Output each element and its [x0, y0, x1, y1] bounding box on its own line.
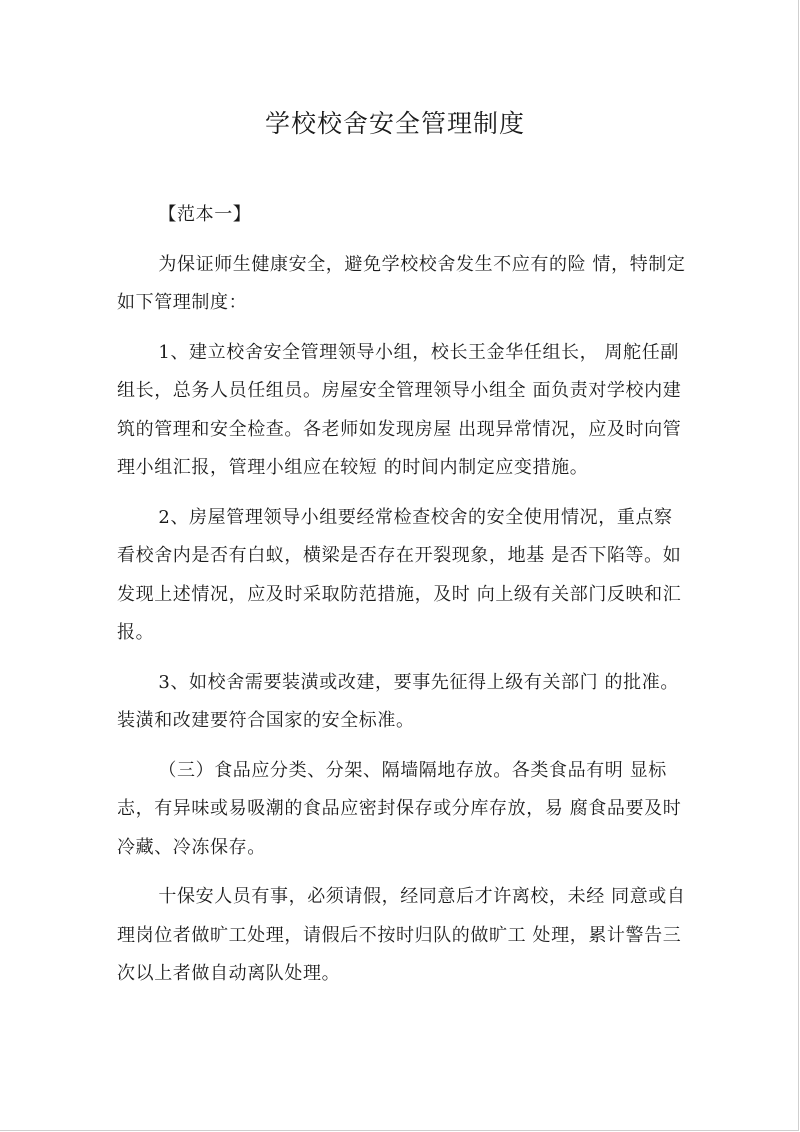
rule-1-paragraph: 1、建立校舍安全管理领导小组，校长王金华任组长， 周舵任副组长，总务人员任组员。房屋安全管理领导小组全 面负责对学校内建筑的管理和安全检查。各老师如发现房屋 出现异常情况，应及时向管理小组汇报，管理小组应在较短 的时间内制定应变措施。	[117, 341, 682, 478]
intro-paragraph: 为保证师生健康安全，避免学校校舍发生不应有的险 情，特制定如下管理制度：	[117, 253, 686, 313]
document-body	[117, 196, 687, 1005]
rule-3-paragraph: 3、如校舍需要装潢或改建，要事先征得上级有关部门 的批准。装潢和改建要符合国家的安全标准。	[117, 671, 679, 731]
document-title: 学校校舍安全管理制度	[264, 109, 525, 138]
template-label: 【范本一】	[158, 204, 252, 225]
food-storage-paragraph: （三）食品应分类、分架、隔墙隔地存放。各类食品有明 显标志，有异味或易吸潮的食品应密封保存或分库存放，易 腐食品要及时冷藏、冷冻保存。	[117, 759, 682, 858]
rule-2-paragraph: 2、房屋管理领导小组要经常检查校舍的安全使用情况，重点察看校舍内是否有白蚁，横梁是否存在开裂现象，地基 是否下陷等。如发现上述情况，应及时采取防范措施，及时 向上级有关部门反映和汇报。	[117, 506, 682, 643]
security-staff-paragraph: 十保安人员有事，必须请假，经同意后才许离校，未经 同意或自理岗位者做旷工处理，请假后不按时归队的做旷工 处理，累计警告三次以上者做自动离队处理。	[117, 886, 686, 984]
